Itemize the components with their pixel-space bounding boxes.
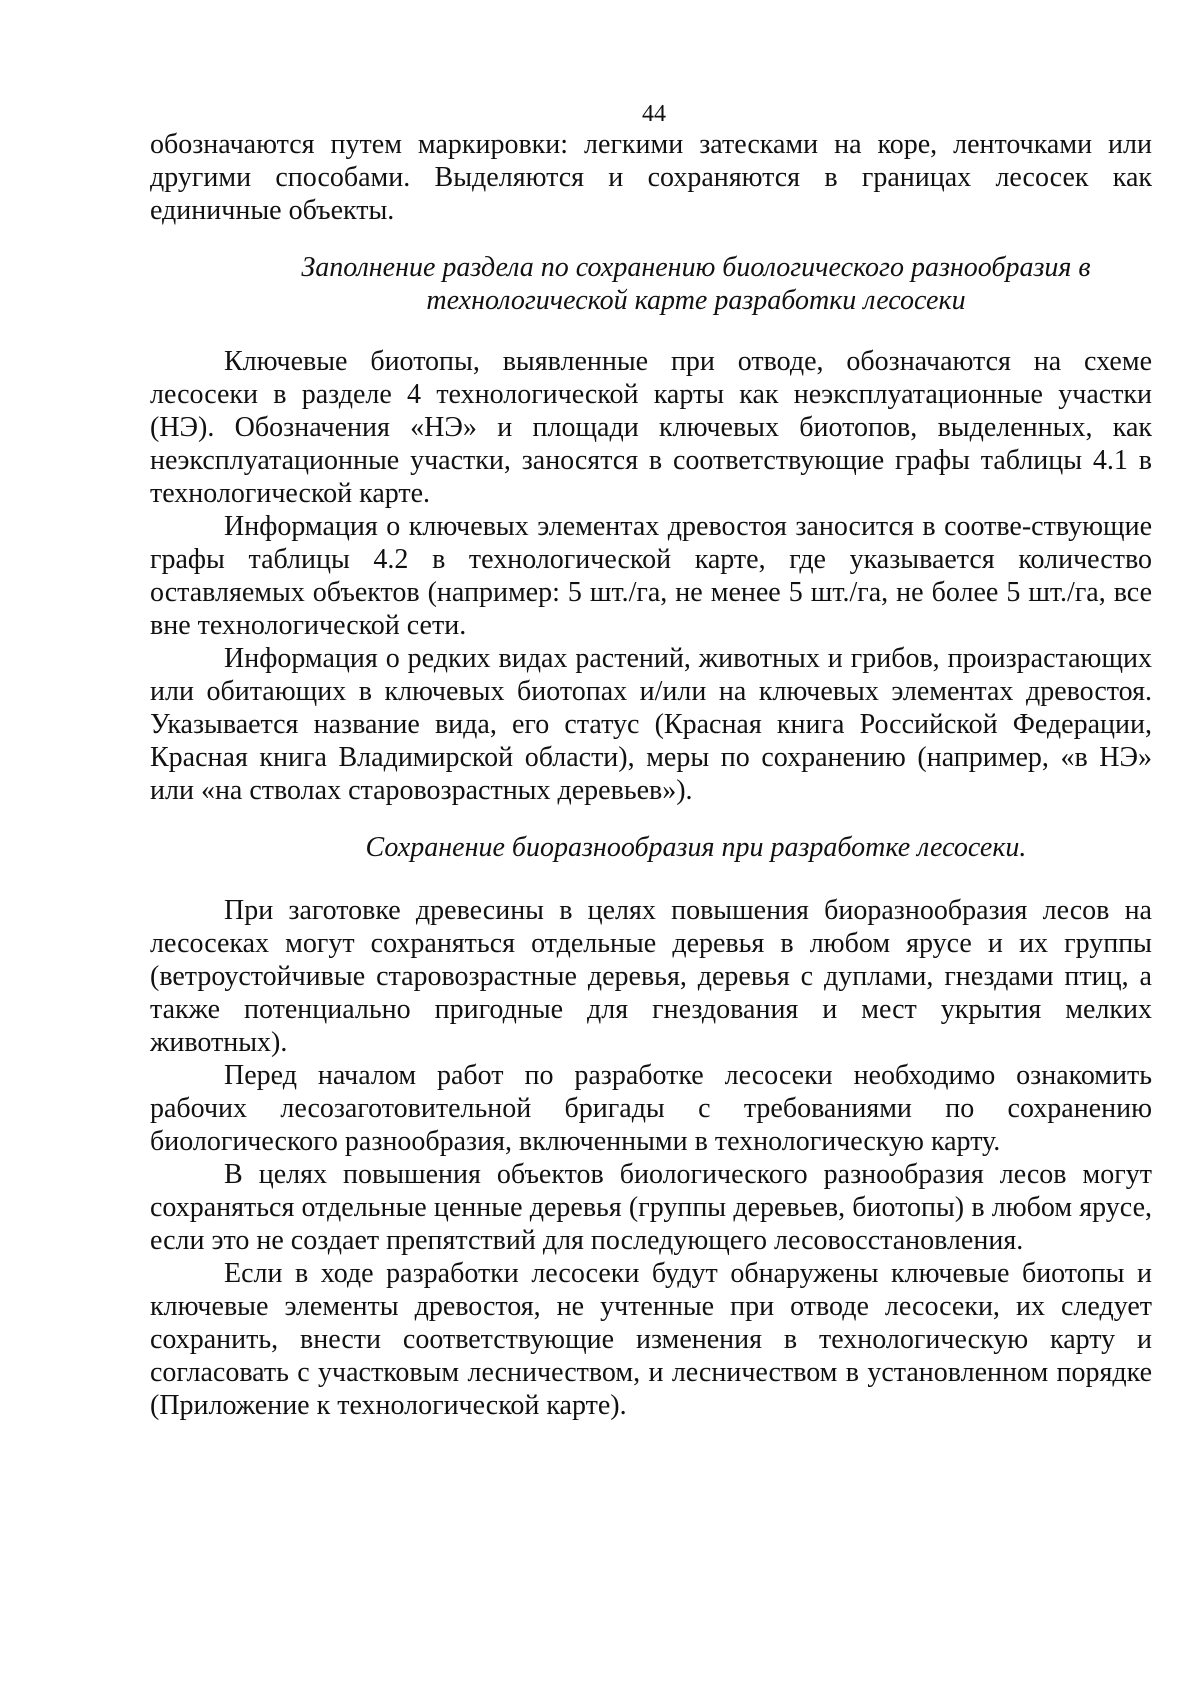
paragraph-key-elements: Информация о ключевых элементах древостоя заносится в соотве-ствующие графы таблицы 4.2 в технологической карте, где указывается количество оставляемых объектов (например: 5 шт./га, не менее 5 шт./га, не более 5 шт./га, все вне технологической сети.	[150, 511, 1152, 641]
page-number: 44	[642, 101, 666, 127]
paragraph-rare-species: Информация о редких видах растений, животных и грибов, произрастающих или обитающих в ключевых биотопах и/или на ключевых элементах древостоя. Указывается название вида, его статус (Красная книга Российской Федерации, Красная книга Владимирской области), меры по сохранению (например, «в НЭ» или «на стволах старовозрастных деревьев»).	[150, 643, 1152, 806]
section-heading-biodiversity-tech-card	[150, 251, 1152, 317]
paragraph-discovered-biotopes: Если в ходе разработки лесосеки будут обнаружены ключевые биотопы и ключевые элементы древостоя, не учтенные при отводе лесосеки, их следует сохранить, внести соответствующие изменения в технологическую карту и согласовать с участковым лесничеством, и лесничеством в установленном порядке (Приложение к технологической карте).	[150, 1258, 1152, 1421]
section-heading-line-1: Заполнение раздела по сохранению биологического разнообразия в	[301, 252, 1091, 283]
intro-paragraph: обозначаются путем маркировки: легкими затесками на коре, ленточками или другими способами. Выделяются и сохраняются в границах лесосек как единичные объекты.	[150, 129, 1152, 226]
paragraph-timber-harvesting: При заготовке древесины в целях повышения биоразнообразия лесов на лесосеках могут сохраняться отдельные деревья в любом ярусе и их группы (ветроустойчивые старовозрастные деревья, деревья с дуплами, гнездами птиц, а также потенциально пригодные для гнездования и мест укрытия мелких животных).	[150, 895, 1152, 1058]
document-page	[150, 100, 1152, 1422]
section-heading-line-2: технологической карте разработки лесосеки	[426, 285, 966, 316]
paragraph-valuable-trees: В целях повышения объектов биологического разнообразия лесов могут сохраняться отдельные ценные деревья (группы деревьев, биотопы) в любом ярусе, если это не создает препятствий для последующего лесовосстановления.	[150, 1159, 1152, 1256]
paragraph-key-biotopes: Ключевые биотопы, выявленные при отводе, обозначаются на схеме лесосеки в разделе 4 технологической карты как неэксплуатационные участки (НЭ). Обозначения «НЭ» и площади ключевых биотопов, выделенных, как неэксплуатационные участки, заносятся в соответствующие графы таблицы 4.1 в технологической карте.	[150, 346, 1152, 509]
section-heading-biodiversity-logging: Сохранение биоразнообразия при разработке лесосеки.	[365, 832, 1027, 863]
paragraph-crew-briefing: Перед началом работ по разработке лесосеки необходимо ознакомить рабочих лесозаготовительной бригады с требованиями по сохранению биологического разнообразия, включенными в технологическую карту.	[150, 1060, 1152, 1157]
